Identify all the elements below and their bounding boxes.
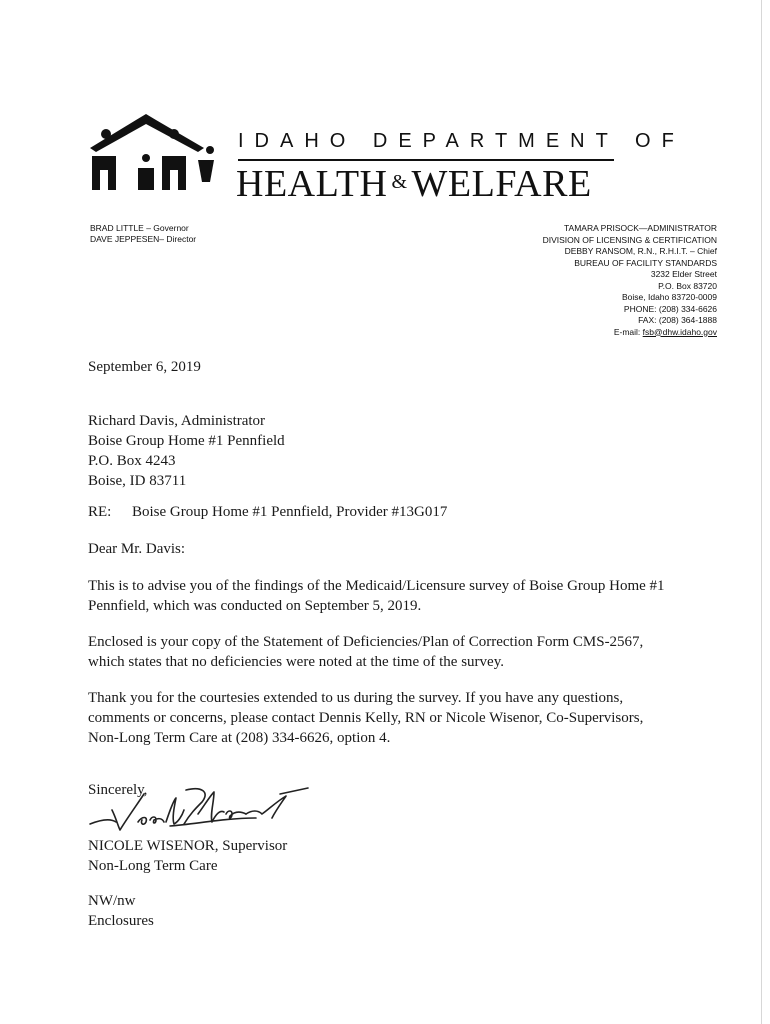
street-address: 3232 Elder Street (650, 269, 717, 279)
subject-label: RE: (88, 504, 112, 520)
agency-word-health: HEALTH (236, 163, 388, 205)
typist-initials: NW/nw (88, 893, 136, 909)
recipient-city: Boise, ID 83711 (88, 473, 187, 489)
signer-block (88, 836, 287, 876)
agency-ampersand: & (391, 171, 408, 193)
paragraph-line: Non-Long Term Care at (208) 334-6626, option 4. (88, 730, 391, 746)
paragraph-line: Enclosed is your copy of the Statement of Deficiencies/Plan of Correction Form CMS-2567, (88, 634, 644, 650)
recipient-name: Richard Davis, Administrator (88, 413, 266, 429)
handwritten-signature-icon (86, 784, 312, 836)
family-house-logo-icon (86, 112, 218, 192)
recipient-address (88, 411, 285, 491)
paragraph-line: Pennfield, which was conducted on September 5, 2019. (88, 598, 422, 614)
department-name: IDAHO DEPARTMENT OF (238, 130, 685, 152)
bureau-chief: DEBBY RANSOM, R.N., R.H.I.T. – Chief (564, 246, 717, 256)
state-officials (90, 223, 196, 245)
scan-edge-line (761, 0, 762, 1024)
fax-number: FAX: (208) 364-1888 (638, 315, 717, 325)
signer-unit: Non-Long Term Care (88, 858, 218, 874)
paragraph-line: Thank you for the courtesies extended to us during the survey. If you have any questions, (88, 690, 624, 706)
closing: Sincerely, (88, 782, 148, 798)
paragraph-line: This is to advise you of the findings of the Medicaid/Licensure survey of Boise Group Home #1 (88, 578, 665, 594)
phone-number: PHONE: (208) 334-6626 (623, 303, 717, 314)
bureau-name: BUREAU OF FACILITY STANDARDS (574, 257, 717, 268)
official-governor: BRAD LITTLE – Governor (90, 223, 189, 233)
recipient-po-box: P.O. Box 4243 (88, 453, 176, 469)
subject-line (88, 502, 447, 522)
email-link[interactable]: fsb@dhw.idaho.gov (642, 326, 717, 337)
signer-name: NICOLE WISENOR, Supervisor (88, 838, 288, 854)
agency-word-welfare: WELFARE (411, 163, 592, 205)
salutation: Dear Mr. Davis: (88, 541, 186, 557)
city-state-zip: Boise, Idaho 83720-0009 (622, 292, 717, 302)
email-line (543, 327, 717, 339)
letter-date: September 6, 2019 (88, 359, 201, 375)
email-label: E-mail: (613, 326, 641, 337)
paragraph-line: comments or concerns, please contact Dennis Kelly, RN or Nicole Wisenor, Co-Supervisors, (88, 710, 644, 726)
division-contact-block (543, 223, 717, 338)
division-name: DIVISION OF LICENSING & CERTIFICATION (542, 234, 717, 245)
reference-initials (88, 891, 154, 931)
paragraph-contact (88, 688, 688, 748)
division-administrator: TAMARA PRISOCK—ADMINISTRATOR (563, 223, 717, 233)
po-box: P.O. Box 83720 (658, 280, 717, 291)
recipient-facility: Boise Group Home #1 Pennfield (88, 433, 285, 449)
enclosures-note: Enclosures (88, 913, 154, 929)
paragraph-enclosure (88, 632, 688, 672)
letterhead-rule (238, 159, 614, 161)
agency-name (236, 162, 592, 206)
subject-text: Boise Group Home #1 Pennfield, Provider #13G017 (132, 504, 448, 520)
paragraph-line: which states that no deficiencies were noted at the time of the survey. (88, 654, 504, 670)
official-director: DAVE JEPPESEN– Director (90, 234, 197, 244)
paragraph-findings (88, 576, 688, 616)
